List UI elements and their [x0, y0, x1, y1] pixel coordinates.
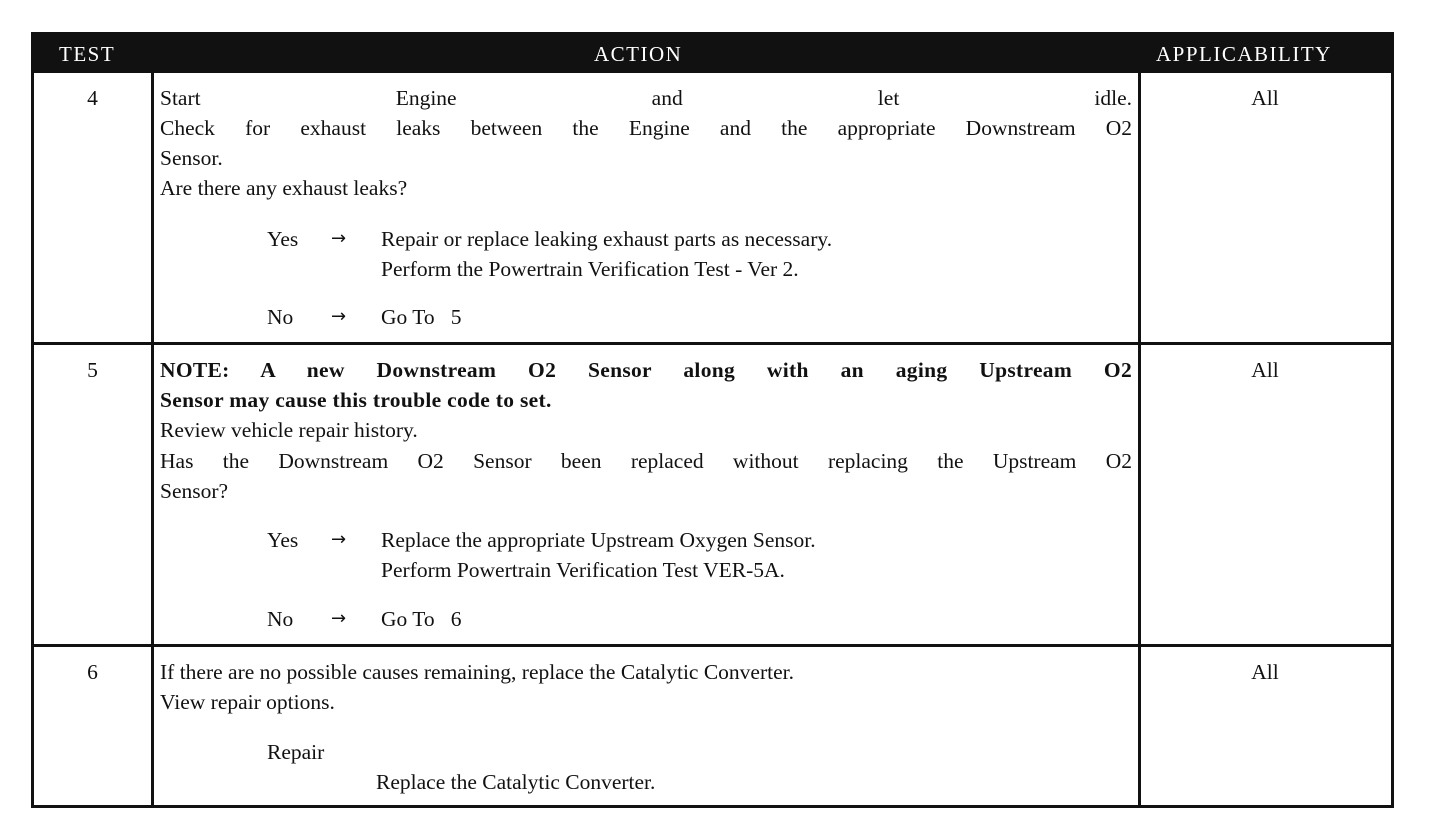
table-header — [34, 35, 1391, 73]
test-number: 5 — [87, 358, 98, 382]
action-line: Are there any exhaust leaks? — [160, 176, 408, 200]
no-action: Go To 5 — [381, 305, 462, 329]
yes-action: Replace the appropriate Upstream Oxygen Sensor. — [381, 528, 816, 552]
no-label: No — [267, 305, 294, 329]
applicability-value: All — [1251, 660, 1279, 684]
diagnostic-test-table — [31, 32, 1394, 808]
action-line: Review vehicle repair history. — [160, 418, 418, 442]
yes-action: Perform the Powertrain Verification Test - Ver 2. — [381, 257, 799, 281]
arrow-icon: → — [331, 529, 347, 550]
action-line: Start Engine and let idle. — [160, 86, 1132, 110]
arrow-icon: → — [331, 228, 347, 249]
arrow-icon: → — [331, 608, 347, 629]
action-line: Sensor? — [160, 479, 229, 503]
note-line: NOTE: A new Downstream O2 Sensor along with an aging Upstream O2 — [160, 358, 1132, 382]
yes-label: Yes — [267, 227, 299, 251]
note-line: Sensor may cause this trouble code to set. — [160, 388, 552, 412]
yes-label: Yes — [267, 528, 299, 552]
yes-action: Repair or replace leaking exhaust parts as necessary. — [381, 227, 833, 251]
action-line: Has the Downstream O2 Sensor been replaced without replacing the Upstream O2 — [160, 449, 1132, 473]
no-label: No — [267, 607, 294, 631]
action-line: Check for exhaust leaks between the Engine and the appropriate Downstream O2 — [160, 116, 1132, 140]
repair-action: Replace the Catalytic Converter. — [376, 770, 656, 794]
header-applicability: APPLICABILITY — [1156, 42, 1332, 66]
test-number: 6 — [87, 660, 98, 684]
applicability-value: All — [1251, 358, 1279, 382]
action-line: Sensor. — [160, 146, 223, 170]
action-line: If there are no possible causes remaining, replace the Catalytic Converter. — [160, 660, 794, 684]
column-divider — [1138, 73, 1141, 805]
applicability-value: All — [1251, 86, 1279, 110]
test-number: 4 — [87, 86, 98, 110]
row-divider — [34, 342, 1391, 345]
header-action: ACTION — [594, 42, 683, 66]
row-divider — [34, 644, 1391, 647]
yes-action: Perform Powertrain Verification Test VER-5A. — [381, 558, 785, 582]
action-line: View repair options. — [160, 690, 335, 714]
no-action: Go To 6 — [381, 607, 462, 631]
repair-label: Repair — [267, 740, 325, 764]
column-divider — [151, 73, 154, 805]
arrow-icon: → — [331, 306, 347, 327]
header-test: TEST — [59, 42, 116, 66]
